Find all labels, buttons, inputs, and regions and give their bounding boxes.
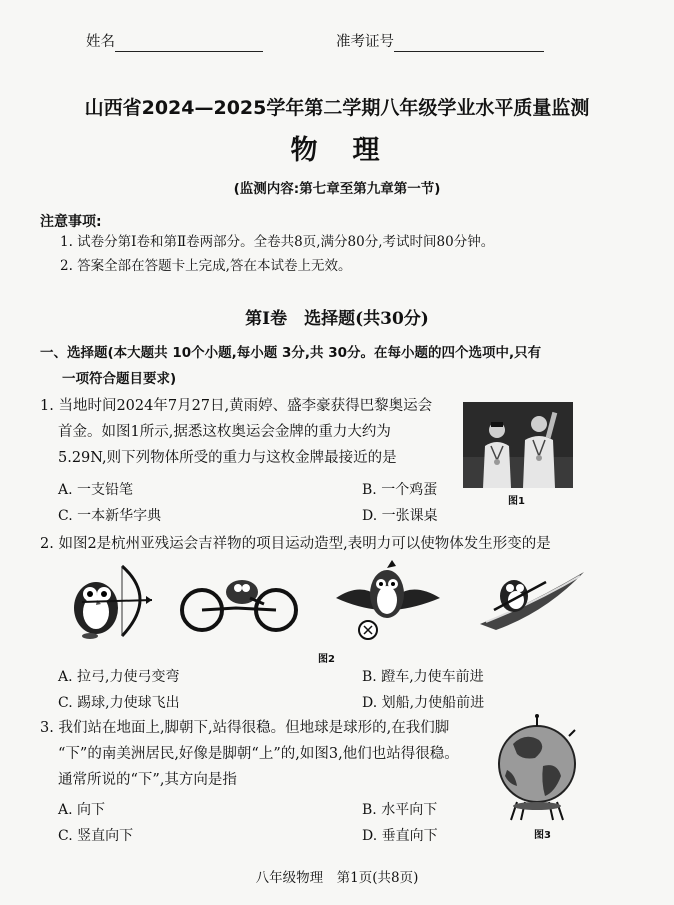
q2-option-d[interactable]: D. 划船,力使船前进	[362, 695, 485, 711]
exam-title: 山西省2024—2025学年第二学期八年级学业水平质量监测	[84, 97, 590, 119]
name-blank	[115, 37, 263, 52]
figure-2-cycling-mascot	[180, 568, 298, 634]
q1-option-d[interactable]: D. 一张课桌	[362, 508, 438, 524]
q3-option-c[interactable]: C. 竖直向下	[58, 828, 134, 844]
note-item-2: 2. 答案全部在答题卡上完成,答在本试卷上无效。	[60, 258, 352, 274]
q2-stem: 2. 如图2是杭州亚残运会吉祥物的项目运动造型,表明力可以使物体发生形变的是	[40, 536, 551, 552]
q2-option-b[interactable]: B. 蹬车,力使车前进	[362, 669, 484, 685]
exam-number-field	[336, 32, 544, 52]
q1-stem-line-1: 1. 当地时间2024年7月27日,黄雨婷、盛李豪获得巴黎奥运会	[40, 398, 433, 414]
figure-3-globe-image	[495, 714, 579, 824]
section-instruction-line2: 一项符合题目要求)	[62, 371, 177, 387]
q1-stem-line-2: 首金。如图1所示,据悉这枚奥运会金牌的重力大约为	[58, 424, 391, 440]
subject-title: 物 理	[290, 135, 384, 166]
figure-2-football-mascot	[330, 560, 444, 644]
section-instruction-line1: 一、选择题(本大题共 10个小题,每小题 3分,共 30分。在每小题的四个选项中,只有	[40, 345, 542, 361]
page-footer: 八年级物理 第1页(共8页)	[255, 870, 419, 886]
q3-option-d[interactable]: D. 垂直向下	[362, 828, 438, 844]
q3-option-a[interactable]: A. 向下	[58, 802, 106, 818]
name-field	[86, 32, 263, 52]
figure-2-archery-mascot	[60, 560, 160, 642]
q1-option-b[interactable]: B. 一个鸡蛋	[362, 482, 438, 498]
q1-option-c[interactable]: C. 一本新华字典	[58, 508, 162, 524]
q1-option-a[interactable]: A. 一支铅笔	[58, 482, 134, 498]
exam-number-label: 准考证号	[336, 34, 394, 50]
figure-2-rowing-mascot	[476, 562, 586, 634]
exam-scope: (监测内容:第七章至第九章第一节)	[233, 181, 441, 197]
q3-stem-line-2: “下”的南美洲居民,好像是脚朝“上”的,如图3,他们也站得很稳。	[58, 746, 459, 762]
q2-option-c[interactable]: C. 踢球,力使球飞出	[58, 695, 180, 711]
figure-2-caption: 图2	[318, 654, 335, 665]
figure-1-medalists-photo	[463, 402, 573, 488]
q3-stem-line-3: 通常所说的“下”,其方向是指	[58, 772, 237, 788]
figure-1-caption: 图1	[508, 496, 525, 507]
q2-option-a[interactable]: A. 拉弓,力使弓变弯	[58, 669, 180, 685]
exam-number-blank	[394, 37, 544, 52]
note-item-1: 1. 试卷分第Ⅰ卷和第Ⅱ卷两部分。全卷共8页,满分80分,考试时间80分钟。	[60, 234, 495, 250]
notes-heading: 注意事项:	[40, 214, 102, 230]
figure-3-caption: 图3	[534, 830, 551, 841]
q3-option-b[interactable]: B. 水平向下	[362, 802, 438, 818]
section-title: 第Ⅰ卷 选择题(共30分)	[245, 309, 429, 329]
q3-stem-line-1: 3. 我们站在地面上,脚朝下,站得很稳。但地球是球形的,在我们脚	[40, 720, 450, 736]
q1-stem-line-3: 5.29N,则下列物体所受的重力与这枚金牌最接近的是	[58, 450, 397, 466]
name-label: 姓名	[86, 34, 115, 50]
